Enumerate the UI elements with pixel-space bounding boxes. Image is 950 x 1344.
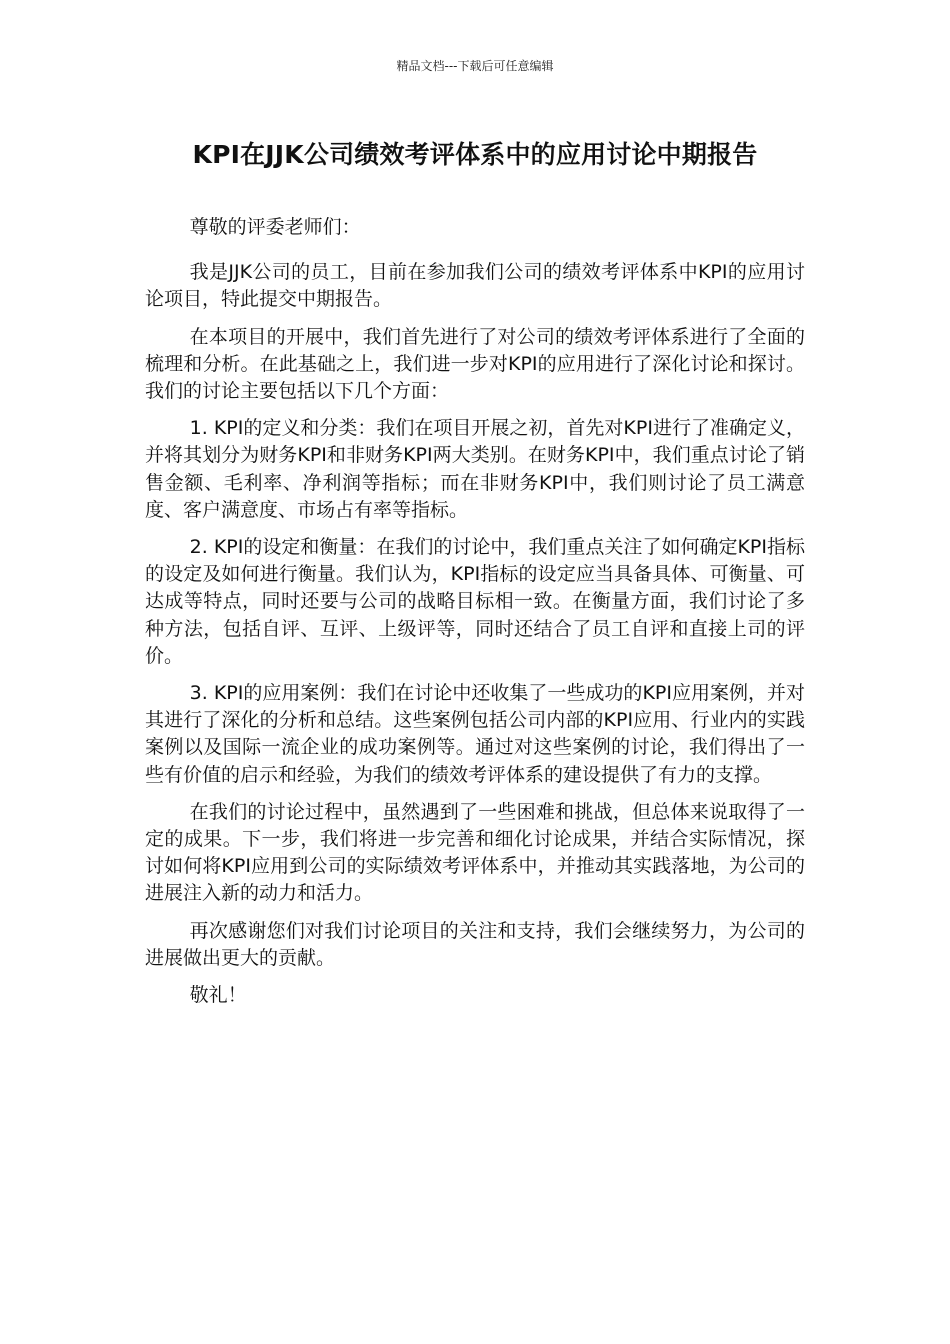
header-note: 精品文档---下载后可任意编辑 (396, 59, 554, 73)
document-title: KPI在JJK公司绩效考评体系中的应用讨论中期报告 (192, 140, 758, 169)
overview-paragraph: 在本项目的开展中，我们首先进行了对公司的绩效考评体系进行了全面的梳理和分析。在此基础之上，我们进一步对KPI的应用进行了深化讨论和探讨。我们的讨论主要包括以下几个方面： (145, 325, 805, 403)
closing-paragraph: 敬礼！ (189, 984, 247, 1007)
kpi-setting-paragraph: 2. KPI的设定和衡量：在我们的讨论中，我们重点关注了如何确定KPI指标的设定及如何进行衡量。我们认为，KPI指标的设定应当具备具体、可衡量、可达成等特点，同时还要与公司的战略目标相一致。在衡量方面，我们讨论了多种方法，包括自评、互评、上级评等，同时还结合了员工自评和直接上司的评价。 (145, 536, 805, 667)
kpi-case-paragraph: 3. KPI的应用案例：我们在讨论中还收集了一些成功的KPI应用案例，并对其进行了深化的分析和总结。这些案例包括公司内部的KPI应用、行业内的实践案例以及国际一流企业的成功案例等。通过对这些案例的讨论，我们得出了一些有价值的启示和经验，为我们的绩效考评体系的建设提供了有力的支撑。 (145, 682, 805, 786)
progress-paragraph: 在我们的讨论过程中，虽然遇到了一些困难和挑战，但总体来说取得了一定的成果。下一步，我们将进一步完善和细化讨论成果，并结合实际情况，探讨如何将KPI应用到公司的实际绩效考评体系中，并推动其实践落地，为公司的进展注入新的动力和活力。 (145, 800, 805, 905)
document-body (145, 214, 805, 1019)
kpi-definition-paragraph: 1. KPI的定义和分类：我们在项目开展之初，首先对KPI进行了准确定义，并将其划分为财务KPI和非财务KPI两大类别。在财务KPI中，我们重点讨论了销售金额、毛利率、净利润等指标；而在非财务KPI中，我们则讨论了员工满意度、客户满意度、市场占有率等指标。 (145, 417, 805, 521)
greeting-paragraph: 尊敬的评委老师们： (189, 216, 361, 238)
thanks-paragraph: 再次感谢您们对我们讨论项目的关注和支持，我们会继续努力，为公司的进展做出更大的贡献。 (145, 919, 805, 969)
intro-paragraph: 我是JJK公司的员工，目前在参加我们公司的绩效考评体系中KPI的应用讨论项目，特此提交中期报告。 (145, 261, 805, 311)
